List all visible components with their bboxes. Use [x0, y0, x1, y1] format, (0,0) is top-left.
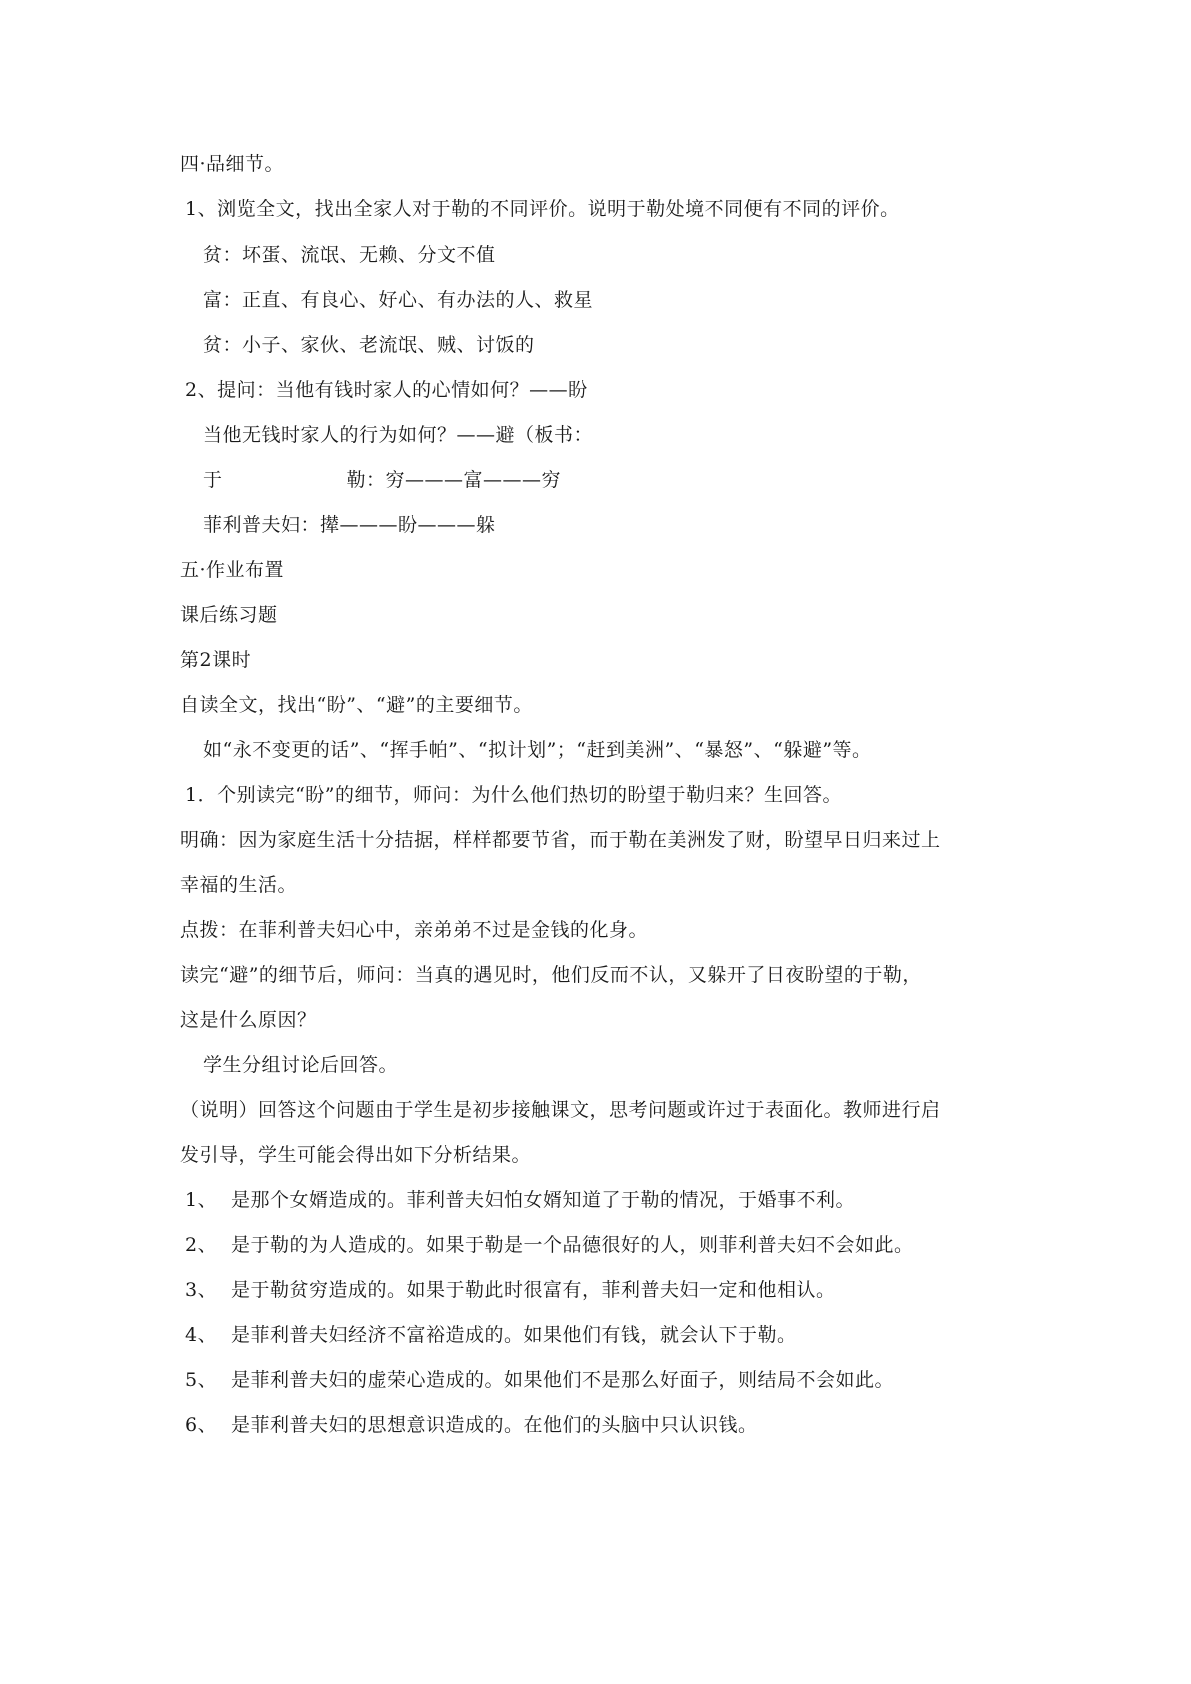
result-text: 是菲利普夫妇的思想意识造成的。在他们的头脑中只认识钱。: [231, 1414, 758, 1436]
result-text: 是于勒的为人造成的。如果于勒是一个品德很好的人，则菲利普夫妇不会如此。: [231, 1234, 914, 1256]
result-text: 是那个女婿造成的。菲利普夫妇怕女婿知道了于勒的情况，于婚事不利。: [231, 1189, 856, 1211]
clarify-line-1: 明确：因为家庭生活十分拮据，样样都要节省，而于勒在美洲发了财，盼望早日归来过上: [180, 829, 941, 851]
result-item: [185, 1278, 836, 1302]
homework-text: 课后练习题: [180, 604, 278, 626]
result-item: [185, 1368, 894, 1392]
note-line-1: （说明）回答这个问题由于学生是初步接触课文，思考问题或许过于表面化。教师进行启: [180, 1099, 941, 1121]
question-1: 1．个别读完“盼”的细节，师问：为什么他们热切的盼望于勒归来？生回答。: [185, 784, 843, 806]
evaluation-poor-2: 贫：小子、家伙、老流氓、贼、讨饭的: [203, 334, 535, 356]
board-line-2: 菲利普夫妇：撵———盼———躲: [203, 514, 496, 536]
section-5-heading: 五·作业布置: [180, 559, 285, 581]
result-text: 是菲利普夫妇经济不富裕造成的。如果他们有钱，就会认下于勒。: [231, 1324, 797, 1346]
result-text: 是菲利普夫妇的虚荣心造成的。如果他们不是那么好面子，则结局不会如此。: [231, 1369, 895, 1391]
result-item: [185, 1323, 797, 1347]
result-item: [185, 1188, 855, 1212]
examples-text: 如“永不变更的话”、“挥手帕”、“拟计划”；“赶到美洲”、“暴怒”、“躲避”等。: [203, 739, 872, 761]
section-4-heading: 四·品细节。: [180, 153, 285, 175]
result-item: [185, 1233, 914, 1257]
result-item: [185, 1413, 758, 1437]
question-2-line-2: 这是什么原因？: [180, 1009, 317, 1031]
read-all-text: 自读全文，找出“盼”、“避”的主要细节。: [180, 694, 533, 716]
section-4-item-2: 2、提问：当他有钱时家人的心情如何？——盼: [185, 379, 588, 401]
group-discussion-text: 学生分组讨论后回答。: [203, 1054, 399, 1076]
evaluation-rich: 富：正直、有良心、好心、有办法的人、救星: [203, 289, 594, 311]
result-number: 4、: [185, 1324, 218, 1346]
board-name-yu: 于: [203, 469, 223, 491]
result-number: 6、: [185, 1414, 218, 1436]
section-4-item-1: 1、浏览全文，找出全家人对于勒的不同评价。说明于勒处境不同便有不同的评价。: [185, 198, 900, 220]
question-2-line-1: 读完“避”的细节后，师问：当真的遇见时，他们反而不认，又躲开了日夜盼望的于勒，: [180, 964, 922, 986]
result-number: 2、: [185, 1234, 218, 1256]
evaluation-poor-1: 贫：坏蛋、流氓、无赖、分文不值: [203, 244, 496, 266]
section-4-item-2b: 当他无钱时家人的行为如何？——避（板书：: [203, 424, 594, 446]
board-line-1: [203, 468, 561, 492]
lesson-2-heading: 第2课时: [180, 649, 252, 671]
hint-text: 点拨：在菲利普夫妇心中，亲弟弟不过是金钱的化身。: [180, 919, 649, 941]
result-number: 5、: [185, 1369, 218, 1391]
result-number: 3、: [185, 1279, 218, 1301]
result-text: 是于勒贫穷造成的。如果于勒此时很富有，菲利普夫妇一定和他相认。: [231, 1279, 836, 1301]
note-line-2: 发引导，学生可能会得出如下分析结果。: [180, 1144, 532, 1166]
result-number: 1、: [185, 1189, 218, 1211]
board-line-1-rest: 勒：穷———富———穷: [346, 469, 562, 491]
clarify-line-2: 幸福的生活。: [180, 874, 298, 896]
